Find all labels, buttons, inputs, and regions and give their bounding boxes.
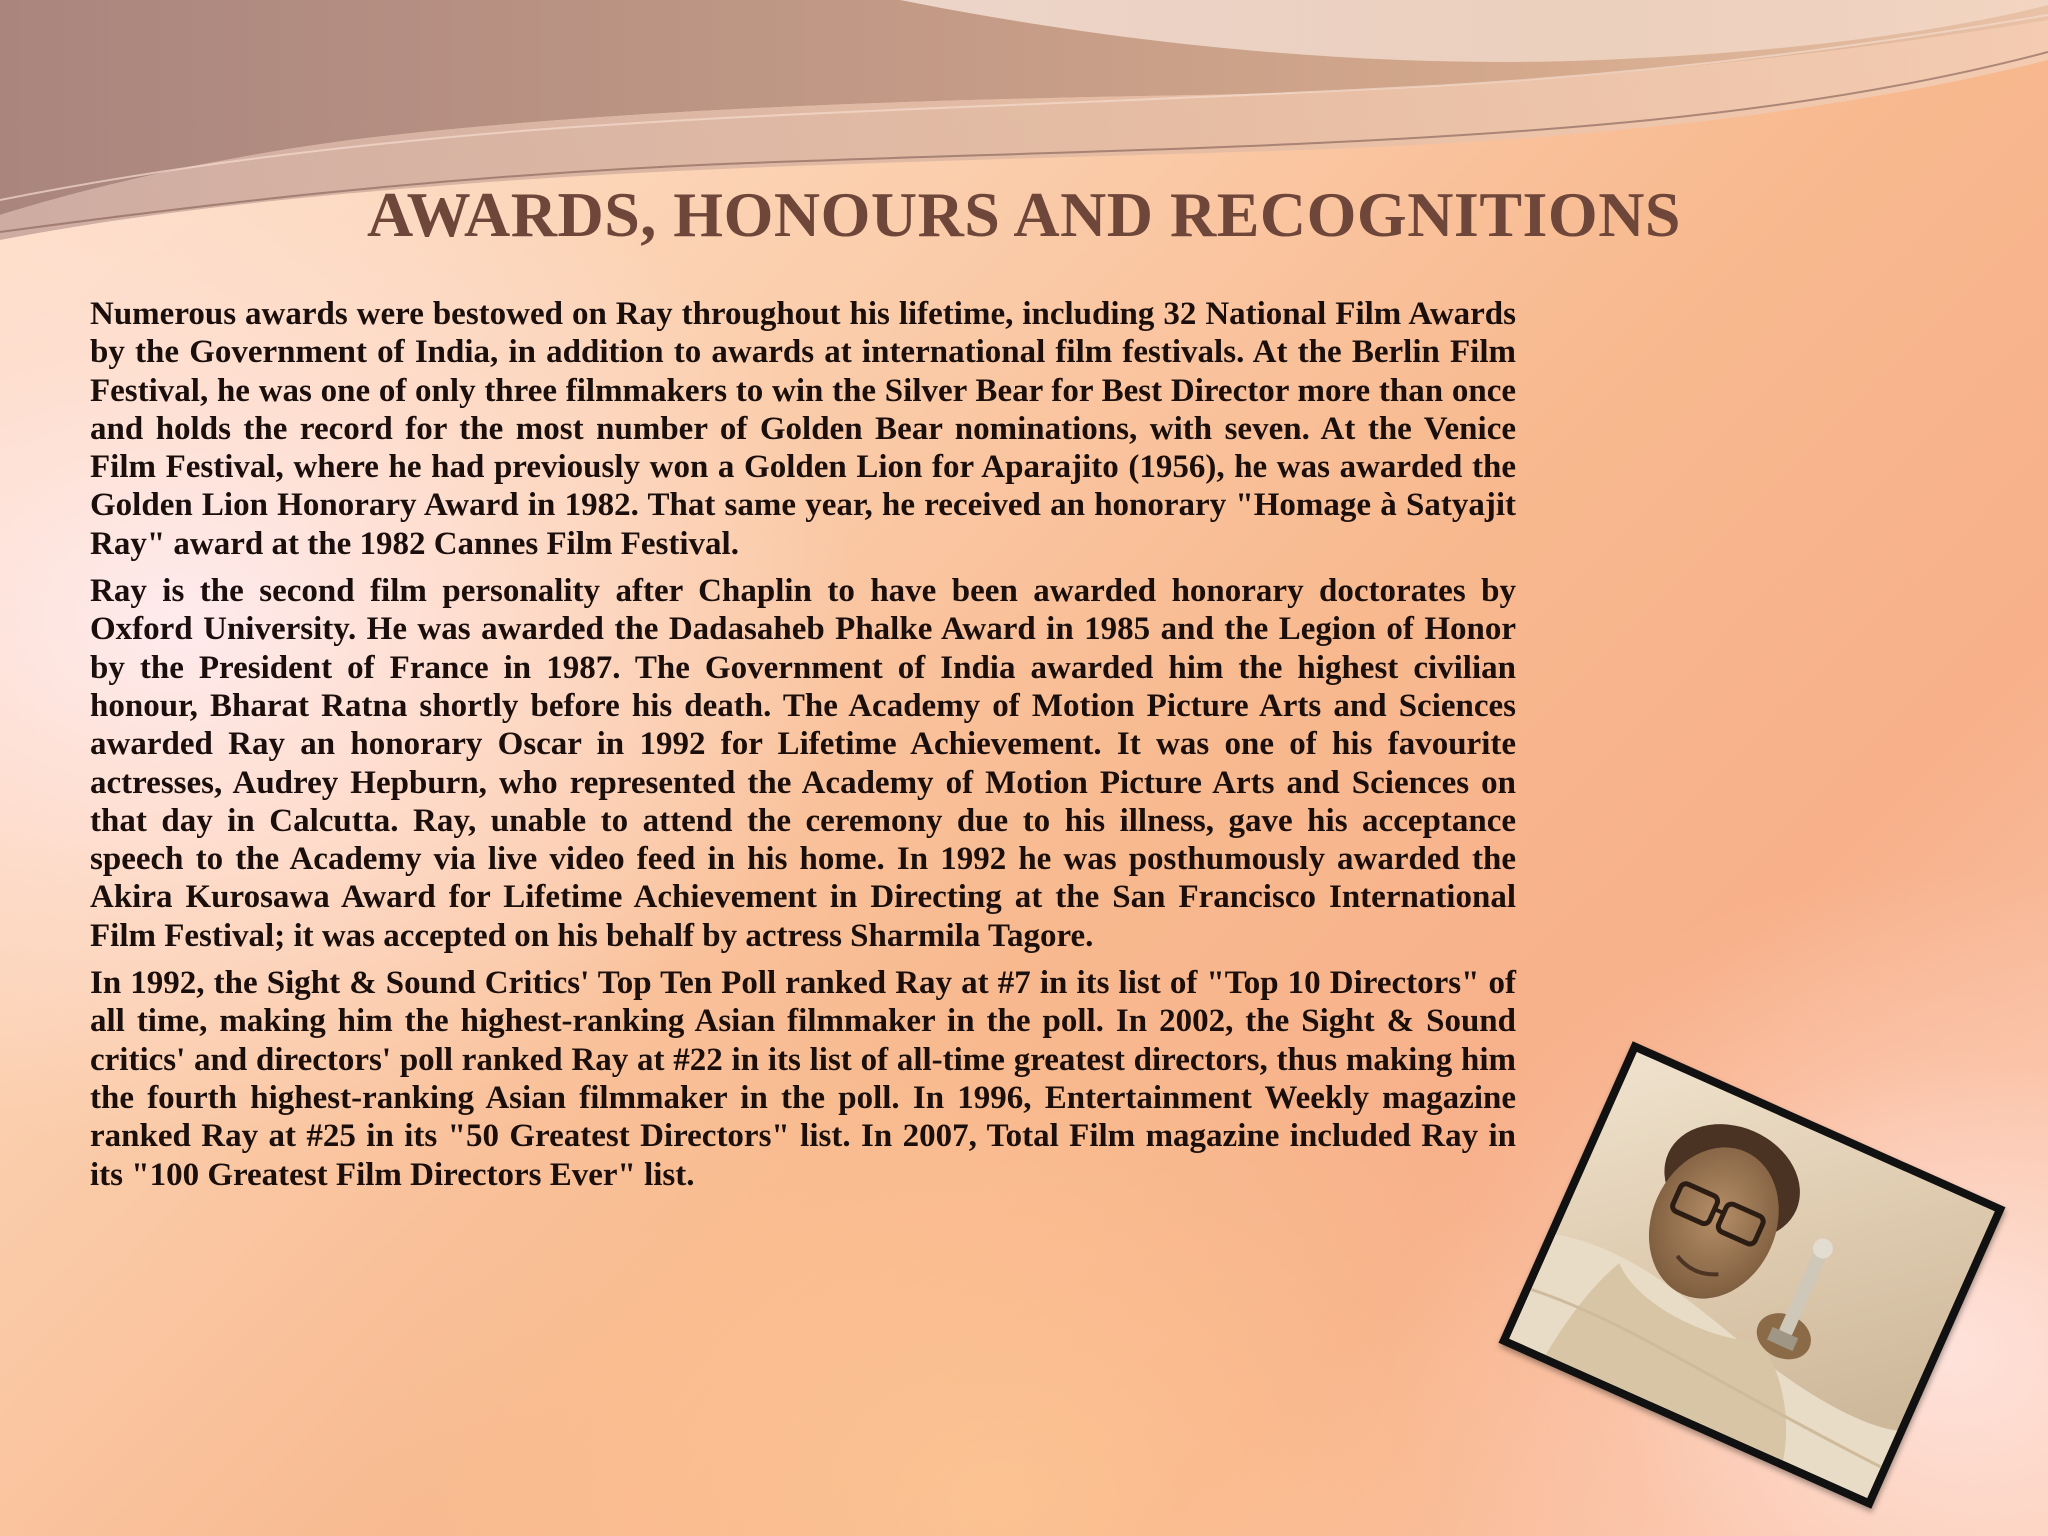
portrait-photo-image bbox=[1509, 1052, 1995, 1498]
slide-title: AWARDS, HONOURS AND RECOGNITIONS bbox=[367, 179, 1681, 250]
paragraph-honours: Ray is the second film personality after Chaplin to have been awarded honorary doctorates by Oxford University. He was awarded the Dadasaheb Phalke Award in 1985 and the Legion of Honor by the President of France in 1987. The Government of India awarded him the highest civilian honour, Bharat Ratna shortly before his death. The Academy of Motion Picture Arts and Sciences awarded Ray an honorary Oscar in 1992 for Lifetime Achievement. It was one of his favourite actresses, Audrey Hepburn, who represented the Academy of Motion Picture Arts and Sciences on that day in Calcutta. Ray, unable to attend the ceremony due to his illness, gave his acceptance speech to the Academy via live video feed in his home. In 1992 he was posthumously awarded the Akira Kurosawa Award for Lifetime Achievement in Directing at the San Francisco International Film Festival; it was accepted on his behalf by actress Sharmila Tagore. bbox=[90, 573, 1516, 954]
slide-body-text bbox=[90, 295, 1516, 1203]
paragraph-awards: Numerous awards were bestowed on Ray throughout his lifetime, including 32 National Film Awards by the Government of India, in addition to awards at international film festivals. At the Berlin Film Festival, he was one of only three filmmakers to win the Silver Bear for Best Director more than once and holds the record for the most number of Golden Bear nominations, with seven. At the Venice Film Festival, where he had previously won a Golden Lion for Aparajito (1956), he was awarded the Golden Lion Honorary Award in 1982. That same year, he received an honorary "Homage à Satyajit Ray" award at the 1982 Cannes Film Festival. bbox=[90, 296, 1516, 562]
portrait-photo bbox=[1499, 1041, 2006, 1508]
paragraph-rankings: In 1992, the Sight & Sound Critics' Top Ten Poll ranked Ray at #7 in its list of "Top 10 Directors" of all time, making him the highest-ranking Asian filmmaker in the poll. In 2002, the Sight & Sound critics' and directors' poll ranked Ray at #22 in its list of all-time greatest directors, thus making him the fourth highest-ranking Asian filmmaker in the poll. In 1996, Entertainment Weekly magazine ranked Ray at #25 in its "50 Greatest Directors" list. In 2007, Total Film magazine included Ray in its "100 Greatest Film Directors Ever" list. bbox=[90, 965, 1516, 1193]
